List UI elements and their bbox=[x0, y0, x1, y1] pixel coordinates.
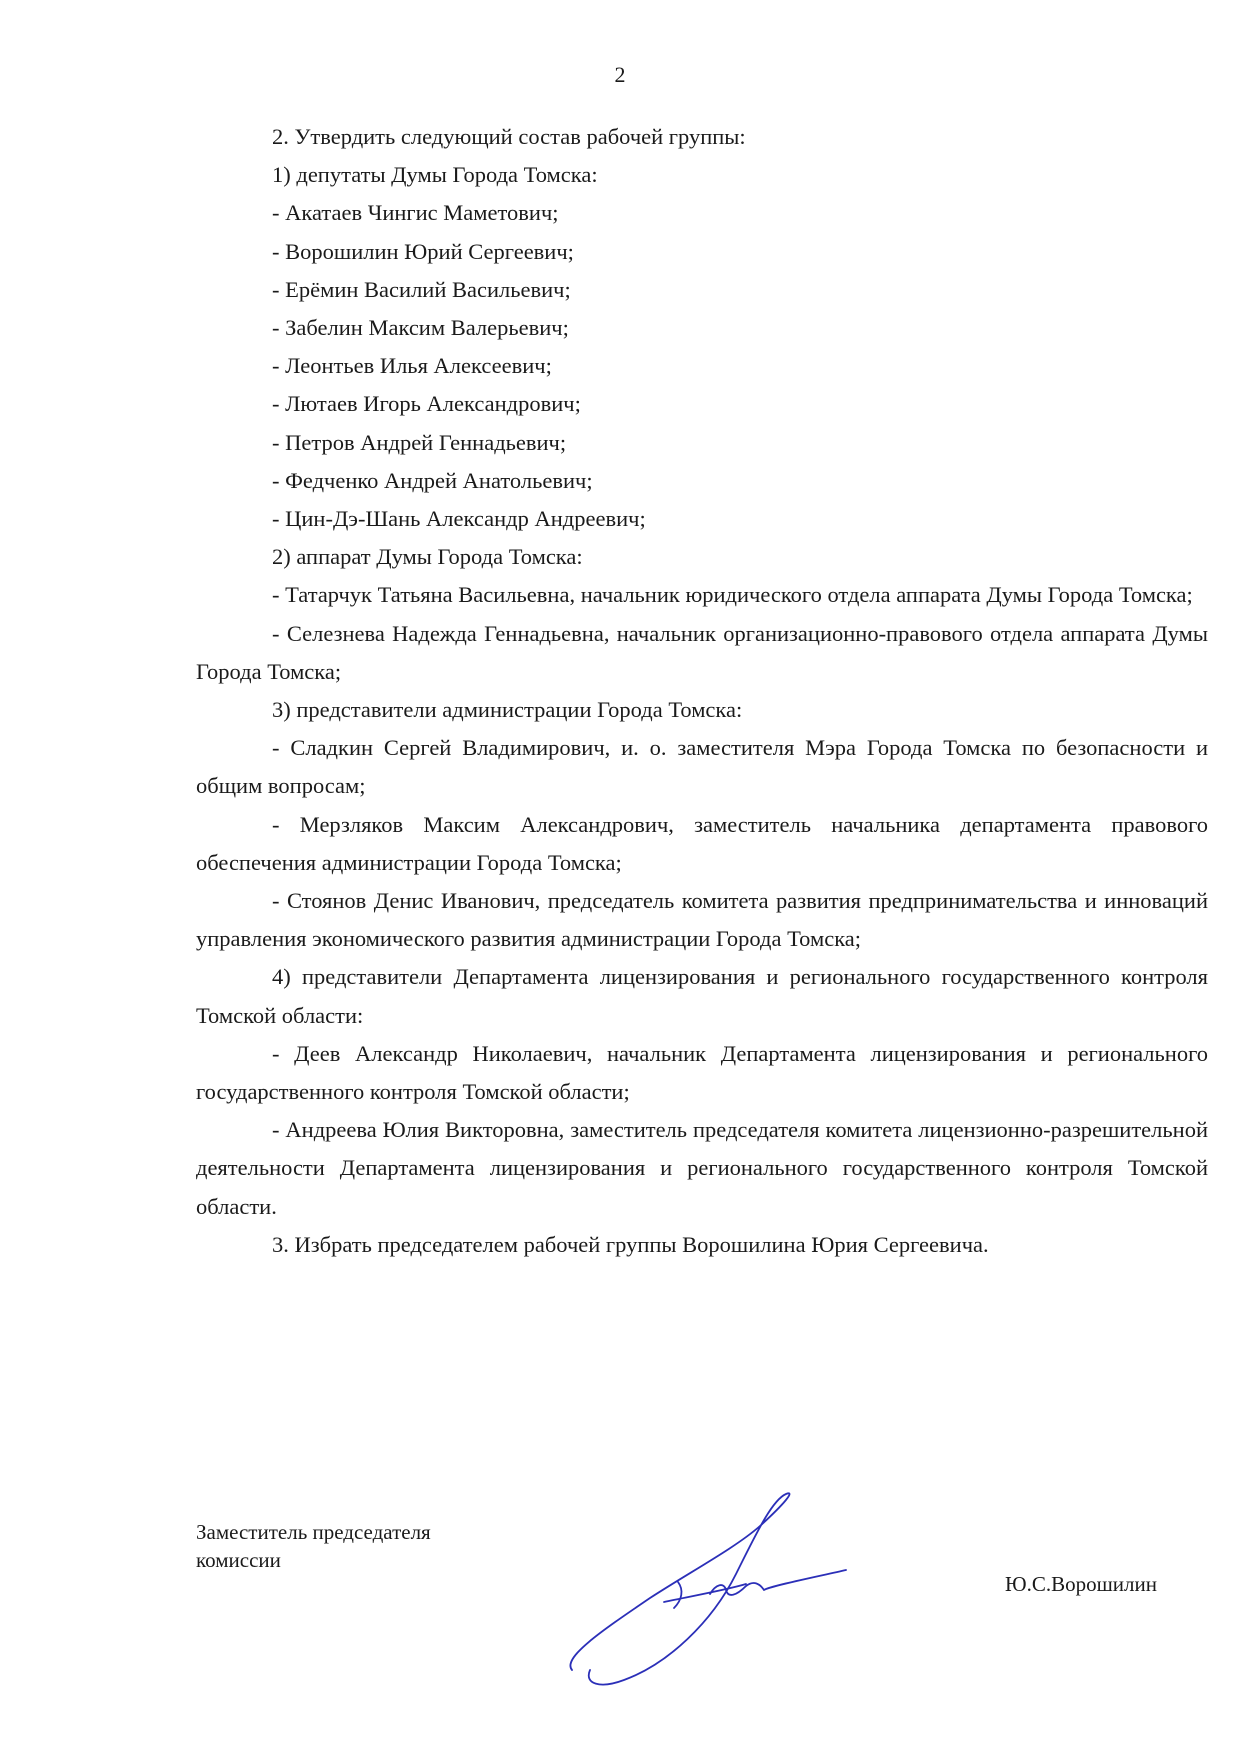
member-akataev: - Акатаев Чингис Маметович; bbox=[272, 200, 559, 226]
member-sladkin: - Сладкин Сергей Владимирович, и. о. заместителя Мэра Города Томска по безопасности и общим вопросам; bbox=[196, 735, 1208, 799]
signature-stroke-cross bbox=[664, 1584, 746, 1602]
handwritten-signature bbox=[560, 1486, 920, 1692]
member-merzlyakov: - Мерзляков Максим Александрович, заместитель начальника департамента правового обеспечения администрации Города Томска; bbox=[196, 811, 1208, 875]
member-stoyanov: - Стоянов Денис Иванович, председатель комитета развития предпринимательства и инноваций управления экономического развития администрации Города Томска; bbox=[196, 888, 1208, 952]
member-tatarchuk: - Татарчук Татьяна Васильевна, начальник юридического отдела аппарата Думы Города Томска; bbox=[272, 582, 1193, 608]
signer-title-line2: комиссии bbox=[196, 1548, 281, 1572]
member-eremin: - Ерёмин Василий Васильевич; bbox=[272, 276, 571, 302]
signature-stroke-tail bbox=[710, 1570, 846, 1595]
paragraph-apparatus-heading: 2) аппарат Думы Города Томска: bbox=[272, 544, 583, 570]
signature-stroke-loop bbox=[570, 1493, 789, 1684]
member-zabelin: - Забелин Максим Валерьевич; bbox=[272, 315, 569, 341]
signer-title bbox=[196, 1518, 431, 1574]
page-number: 2 bbox=[614, 62, 626, 87]
paragraph-department-heading: 4) представители Департамента лицензирования и регионального государственного контроля Томской области: bbox=[196, 964, 1208, 1028]
signer-title-line1: Заместитель председателя bbox=[196, 1520, 431, 1544]
member-lyutaev: - Лютаев Игорь Александрович; bbox=[272, 391, 581, 417]
signature-stroke-hook bbox=[674, 1582, 681, 1608]
member-petrov: - Петров Андрей Геннадьевич; bbox=[272, 429, 567, 455]
member-deev: - Деев Александр Николаевич, начальник Департамента лицензирования и регионального государственного контроля Томской области; bbox=[196, 1040, 1208, 1105]
member-voroshilin: - Ворошилин Юрий Сергеевич; bbox=[272, 238, 574, 264]
member-tsin-de-shan: - Цин-Дэ-Шань Александр Андреевич; bbox=[272, 506, 646, 532]
member-leontiev: - Леонтьев Илья Алексеевич; bbox=[272, 353, 552, 379]
paragraph-item-2: 2. Утвердить следующий состав рабочей группы: bbox=[272, 124, 746, 149]
paragraph-deputies-heading: 1) депутаты Думы Города Томска: bbox=[272, 162, 598, 188]
paragraph-administration-heading: 3) представители администрации Города Томска: bbox=[272, 697, 743, 723]
paragraph-item-3: 3. Избрать председателем рабочей группы Ворошилина Юрия Сергеевича. bbox=[272, 1231, 989, 1257]
member-selezneva: - Селезнева Надежда Геннадьевна, начальник организационно-правового отдела аппарата Думы Города Томска; bbox=[196, 620, 1208, 684]
signer-name: Ю.С.Ворошилин bbox=[1005, 1572, 1157, 1596]
member-fedchenko: - Федченко Андрей Анатольевич; bbox=[272, 467, 593, 493]
member-andreeva: - Андреева Юлия Викторовна, заместитель председателя комитета лицензионно-разрешительной деятельности Департамента лицензирования и регионального государственного контроля Томской области. bbox=[196, 1117, 1208, 1219]
